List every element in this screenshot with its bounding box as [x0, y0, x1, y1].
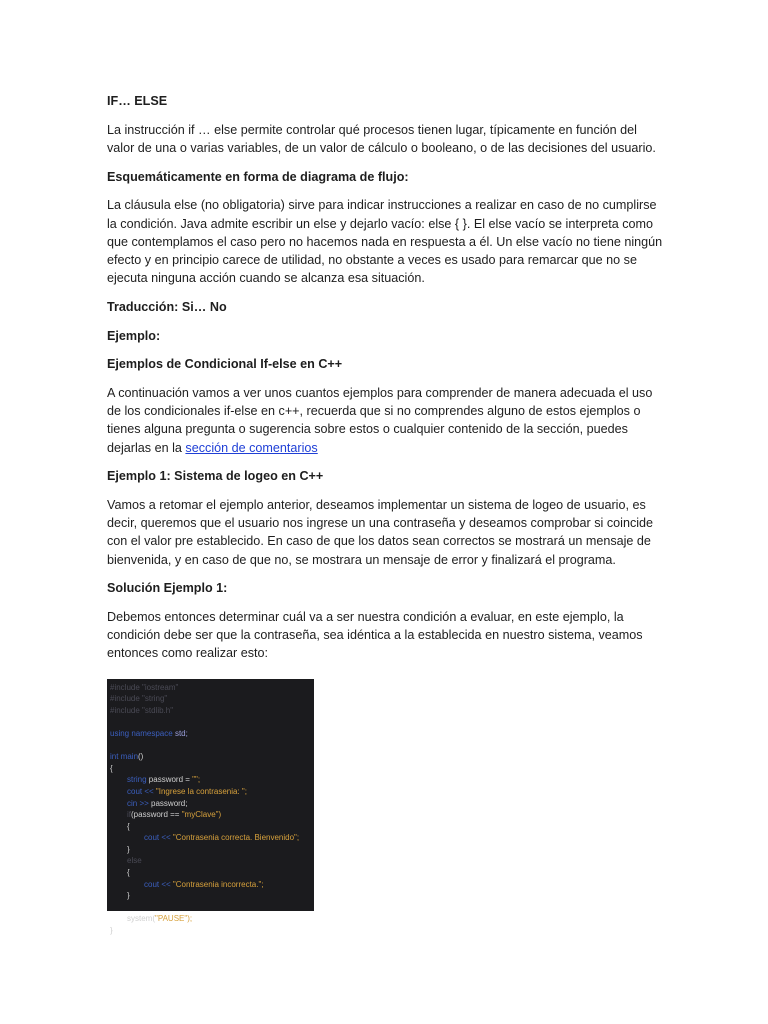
code-line — [110, 879, 314, 891]
paragraph-solution-1-desc: Debemos entonces determinar cuál va a ser nuestra condición a evaluar, en este ejemplo, la condición debe ser que la contraseña, sea idéntica a la establecida en nuestro sistema, veamos entonces como realizar esto: — [107, 609, 643, 661]
code-line — [110, 798, 314, 810]
examples-intro-text: A continuación vamos a ver unos cuantos ejemplos para comprender de manera adecuada el uso de los condicionales if-else en c++, recuerda que si no comprendes alguno de estos ejemplos o tienes alguna pregunta o sugerencia sobre estos o cualquier contenido de la sección, puedes dejarlas en la — [107, 385, 653, 455]
code-token: (password == — [131, 810, 182, 820]
code-token: std; — [174, 728, 188, 738]
code-token: "Ingrese la contrasenia: "; — [155, 786, 247, 796]
paragraph-else-clause — [107, 196, 667, 287]
code-line — [110, 751, 314, 763]
code-token: () — [138, 752, 144, 762]
code-line — [110, 832, 314, 844]
code-line-blank — [110, 740, 314, 752]
paragraph-example-1-desc: Vamos a retomar el ejemplo anterior, deseamos implementar un sistema de logeo de usuario, es decir, queremos que el usuario nos ingrese un una contraseña y deseamos comprobar si coincide con el valor pre establecido. En caso de que los datos sean correctos se mostrará un mensaje de bienvenida, y en caso de que no, se mostrara un mensaje de error y finalizará el programa. — [107, 497, 654, 567]
code-token: password = — [148, 775, 193, 785]
code-screenshot — [107, 679, 314, 936]
code-token: int main — [110, 752, 139, 762]
heading-example-1: Ejemplo 1: Sistema de logeo en C++ — [107, 469, 324, 484]
code-token: cout << — [144, 833, 173, 843]
code-token: system( — [127, 914, 155, 924]
code-line: } — [127, 891, 130, 901]
code-line-blank — [110, 902, 314, 914]
code-line: #include "stdlib.h" — [110, 705, 174, 715]
code-token: "PAUSE"); — [155, 914, 193, 924]
code-line: { — [127, 868, 130, 878]
code-line: else — [127, 856, 142, 866]
code-token: cin >> — [127, 798, 152, 808]
code-line: } — [110, 926, 113, 936]
paragraph-intro: La instrucción if … else permite controlar qué procesos tienen lugar, típicamente en función del valor de una o varias variables, de un valor de cálculo o booleano, o de las decisiones del usuario. — [107, 122, 656, 155]
code-line — [110, 728, 314, 740]
code-line: } — [127, 844, 130, 854]
code-line — [110, 786, 314, 798]
else-clause-text-cont: else { }. El else vacío se interpreta como que contemplamos el caso pero no hacemos nada en respuesta a él. Un else vacío no tiene ningún efecto y en principio carece de utilidad, no obstante a veces es usado para remarcar que no se ejecuta ninguna acción cuando se alcanza esa situación. — [107, 216, 663, 286]
heading-examples-cpp: Ejemplos de Condicional If-else en C++ — [107, 357, 343, 372]
paragraph-examples-intro — [107, 384, 667, 457]
document-content — [107, 92, 667, 936]
code-token: password; — [151, 798, 188, 808]
paragraph-flowchart: Esquemáticamente en forma de diagrama de flujo: — [107, 169, 409, 184]
code-line: #include "iostream" — [110, 682, 179, 692]
code-line — [110, 913, 314, 925]
heading-solution-1: Solución Ejemplo 1: — [107, 581, 228, 596]
code-line — [110, 809, 314, 821]
paragraph-example-label: Ejemplo: — [107, 328, 161, 343]
code-token: "Contrasenia incorrecta."; — [172, 879, 264, 889]
code-token: "Contrasenia correcta. Bienvenido"; — [172, 833, 300, 843]
code-line-blank — [110, 716, 314, 728]
code-token: "myClave") — [181, 810, 222, 820]
comments-section-link[interactable]: sección de comentarios — [185, 440, 318, 455]
code-line: #include "string" — [110, 694, 168, 704]
code-line — [110, 774, 314, 786]
code-token: using namespace — [110, 728, 175, 738]
code-token: cout << — [144, 879, 173, 889]
code-line: { — [110, 763, 113, 773]
heading-if-else: IF… ELSE — [107, 94, 168, 108]
code-token: if — [127, 810, 131, 820]
else-clause-text: La cláusula else (no obligatoria) sirve para indicar instrucciones a realizar en caso de no cumplirse la condición. Java admite escribir un else y dejarlo vacío: — [107, 198, 657, 231]
paragraph-translation: Traducción: Si… No — [107, 299, 227, 314]
code-token: ""; — [192, 775, 201, 785]
code-line: { — [127, 821, 130, 831]
code-token: cout << — [127, 786, 156, 796]
code-token: string — [127, 775, 149, 785]
